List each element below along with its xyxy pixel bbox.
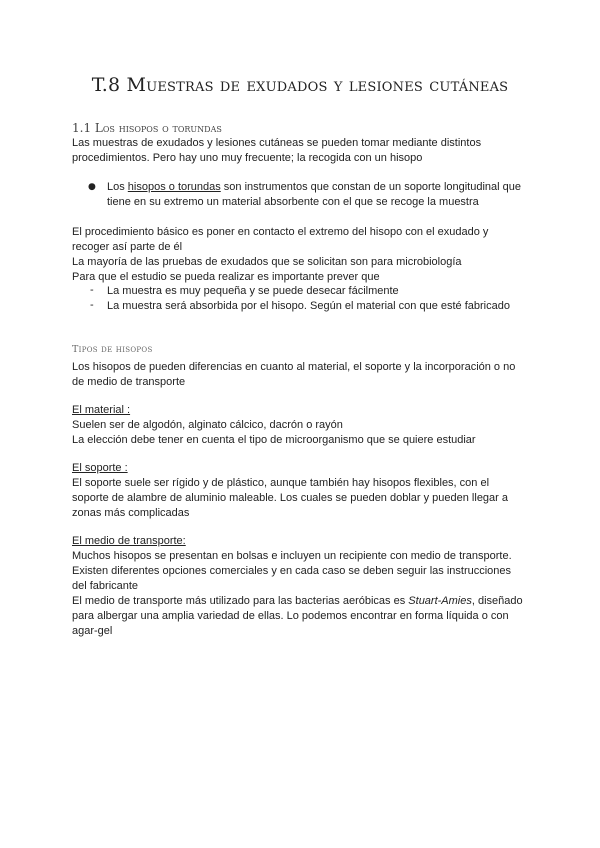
hisopos-link[interactable]: hisopos o torundas — [127, 181, 221, 193]
paragraph-line: para albergar una amplia variedad de ellas. Lo podemos encontrar en forma líquida o con — [72, 610, 509, 622]
dash-icon: - — [90, 284, 94, 296]
paragraph-line: La mayoría de las pruebas de exudados que se solicitan son para microbiología — [72, 256, 462, 268]
document-title: T.8 Muestras de exudados y lesiones cutáneas — [91, 74, 509, 96]
soporte-title: El soporte : — [72, 462, 128, 474]
medio-text-post: , diseñado — [471, 595, 523, 607]
paragraph-line: Para que el estudio se pueda realizar es importante prever que — [72, 271, 380, 283]
bullet-line — [107, 180, 521, 195]
medio-text-pre: El medio de transporte más utilizado para las bacterias aeróbicas es — [72, 595, 409, 607]
subsection-heading-tipos: Tipos de hisopos — [72, 344, 153, 355]
paragraph-line: zonas más complicadas — [72, 507, 190, 519]
paragraph-line: Muchos hisopos se presentan en bolsas e incluyen un recipiente con medio de transporte. — [72, 550, 512, 562]
material-title: El material : — [72, 404, 131, 416]
dash-item: La muestra será absorbida por el hisopo. Según el material con que esté fabricado — [107, 300, 510, 312]
paragraph-line: Suelen ser de algodón, alginato cálcico, dacrón o rayón — [72, 419, 343, 431]
paragraph-line: El soporte suele ser rígido y de plástico, aunque también hay hisopos flexibles, con el — [72, 477, 490, 489]
paragraph-line: La elección debe tener en cuenta el tipo de microorganismo que se quiere estudiar — [72, 434, 476, 446]
bullet-suffix: son instrumentos que constan de un soporte longitudinal que — [220, 181, 522, 193]
dash-icon: - — [90, 299, 94, 311]
paragraph-line: recoger así parte de él — [72, 241, 183, 253]
paragraph-line — [72, 594, 532, 609]
paragraph-line: procedimientos. Pero hay uno muy frecuente; la recogida con un hisopo — [72, 152, 423, 164]
dash-item: La muestra es muy pequeña y se puede desecar fácilmente — [107, 285, 399, 297]
bullet-line: tiene en su extremo un material absorbente con el que se recoge la muestra — [107, 196, 479, 208]
paragraph-line: Los hisopos de pueden diferencias en cuanto al material, el soporte y la incorporación o no — [72, 361, 516, 373]
medio-title: El medio de transporte: — [72, 535, 186, 547]
paragraph-line: agar-gel — [72, 625, 113, 637]
paragraph-line: de medio de transporte — [72, 376, 186, 388]
stuart-amies-term: Stuart-Amies — [408, 595, 472, 607]
section-heading-hisopos: 1.1 Los hisopos o torundas — [72, 121, 222, 135]
paragraph-line: del fabricante — [72, 580, 139, 592]
bullet-icon: ● — [88, 182, 96, 192]
bullet-prefix: Los — [107, 181, 128, 193]
paragraph-line: Existen diferentes opciones comerciales y en cada caso se deben seguir las instrucciones — [72, 565, 512, 577]
paragraph-line: soporte de alambre de aluminio maleable. Los cuales se pueden doblar y pueden llegar a — [72, 492, 509, 504]
paragraph-line: El procedimiento básico es poner en contacto el extremo del hisopo con el exudado y — [72, 226, 489, 238]
paragraph-line: Las muestras de exudados y lesiones cutáneas se pueden tomar mediante distintos — [72, 137, 482, 149]
